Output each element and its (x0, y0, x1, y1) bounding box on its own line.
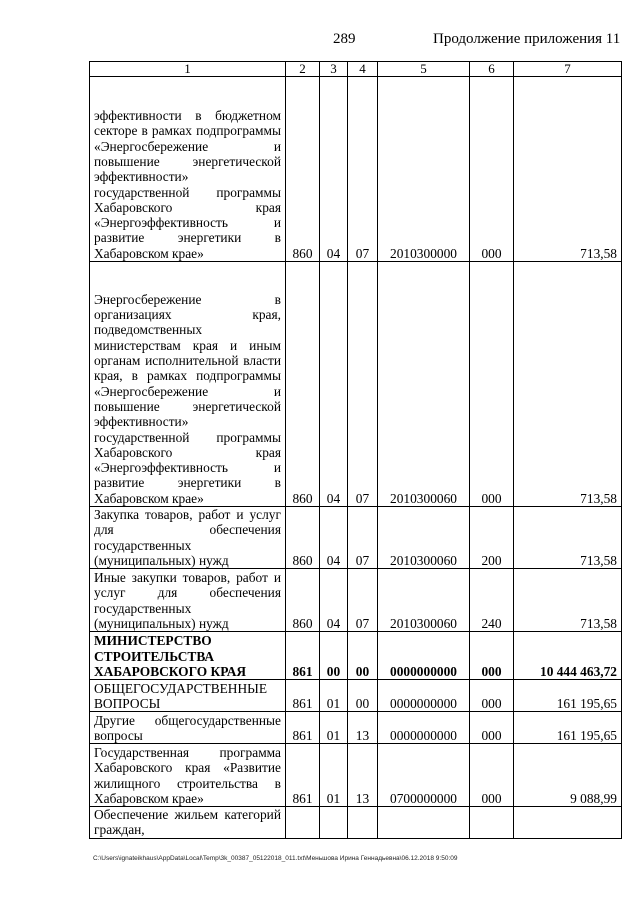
page-number: 289 (333, 31, 356, 47)
footer-file-path: C:\Users\ignateikhaus\AppData\Local\Temp\3k_00387_05122018_011.txt\Меньшова Ирина Геннадьевна\06.12.2018 9:50:09 (93, 855, 458, 862)
cell-expense-type: 000 (470, 632, 514, 680)
cell-expense-type: 000 (470, 262, 514, 507)
cell-target-article: 0000000000 (378, 632, 470, 680)
cell-section: 04 (320, 507, 348, 569)
row-name: Государственная программа Хабаровского края «Развитие жилищного строительства в Хабаровском крае» (90, 744, 286, 807)
table-row (90, 712, 622, 744)
cell-amount: 161 195,65 (514, 680, 622, 712)
table-row (90, 680, 622, 712)
cell-admin-code: 861 (286, 680, 320, 712)
cell-amount: 161 195,65 (514, 712, 622, 744)
table-row (90, 262, 622, 507)
cell-expense-type: 240 (470, 569, 514, 632)
cell-target-article (378, 807, 470, 839)
row-name: Обеспечение жильем категорий граждан, (90, 807, 286, 839)
column-header: 3 (320, 62, 348, 77)
row-name: Другие общегосударственные вопросы (90, 712, 286, 744)
cell-subsection: 13 (348, 744, 378, 807)
cell-section: 04 (320, 262, 348, 507)
cell-admin-code: 861 (286, 744, 320, 807)
cell-admin-code: 860 (286, 507, 320, 569)
row-name: Энергосбережение в организациях края, подведомственных министерствам края и иным органам исполнительной власти края, в рамках подпрограммы «Энергосбережение и повышение энергетической эффективности» государственной программы Хабаровского края «Энергоэффективность и развитие энергетики в Хабаровском крае» (90, 262, 286, 507)
cell-expense-type: 200 (470, 507, 514, 569)
column-header: 1 (90, 62, 286, 77)
cell-admin-code: 860 (286, 569, 320, 632)
table-row (90, 569, 622, 632)
row-name: МИНИСТЕРСТВО СТРОИТЕЛЬСТВА ХАБАРОВСКОГО КРАЯ (90, 632, 286, 680)
column-header: 6 (470, 62, 514, 77)
cell-amount: 713,58 (514, 507, 622, 569)
cell-subsection: 00 (348, 632, 378, 680)
table-row (90, 77, 622, 262)
row-name: Закупка товаров, работ и услуг для обеспечения государственных (муниципальных) нужд (90, 507, 286, 569)
cell-section: 00 (320, 632, 348, 680)
row-name: эффективности в бюджетном секторе в рамках подпрограммы «Энергосбережение и повышение энергетической эффективности» государственной программы Хабаровского края «Энергоэффективность и развитие энергетики в Хабаровском крае» (90, 77, 286, 262)
cell-section: 01 (320, 744, 348, 807)
cell-section: 04 (320, 77, 348, 262)
cell-target-article: 2010300060 (378, 507, 470, 569)
cell-target-article: 2010300000 (378, 77, 470, 262)
column-header-row (90, 62, 622, 77)
column-header: 5 (378, 62, 470, 77)
row-name: Иные закупки товаров, работ и услуг для обеспечения государственных (муниципальных) нужд (90, 569, 286, 632)
cell-target-article: 2010300060 (378, 262, 470, 507)
cell-section: 04 (320, 569, 348, 632)
cell-expense-type (470, 807, 514, 839)
cell-amount: 713,58 (514, 569, 622, 632)
cell-amount (514, 807, 622, 839)
cell-expense-type: 000 (470, 680, 514, 712)
cell-admin-code: 861 (286, 632, 320, 680)
cell-subsection (348, 807, 378, 839)
table-row (90, 807, 622, 839)
cell-subsection: 07 (348, 569, 378, 632)
cell-target-article: 0700000000 (378, 744, 470, 807)
cell-section: 01 (320, 712, 348, 744)
cell-amount: 713,58 (514, 77, 622, 262)
cell-admin-code: 860 (286, 77, 320, 262)
cell-section: 01 (320, 680, 348, 712)
cell-amount: 713,58 (514, 262, 622, 507)
cell-target-article: 0000000000 (378, 680, 470, 712)
cell-admin-code: 861 (286, 712, 320, 744)
cell-section (320, 807, 348, 839)
cell-target-article: 0000000000 (378, 712, 470, 744)
table-row (90, 632, 622, 680)
cell-subsection: 07 (348, 507, 378, 569)
table-row (90, 507, 622, 569)
row-name: ОБЩЕГОСУДАРСТВЕННЫЕ ВОПРОСЫ (90, 680, 286, 712)
cell-expense-type: 000 (470, 77, 514, 262)
cell-admin-code (286, 807, 320, 839)
table-row (90, 744, 622, 807)
cell-amount: 10 444 463,72 (514, 632, 622, 680)
cell-amount: 9 088,99 (514, 744, 622, 807)
column-header: 4 (348, 62, 378, 77)
cell-target-article: 2010300060 (378, 569, 470, 632)
column-header: 7 (514, 62, 622, 77)
cell-subsection: 07 (348, 262, 378, 507)
budget-table (89, 61, 622, 839)
cell-expense-type: 000 (470, 712, 514, 744)
cell-subsection: 00 (348, 680, 378, 712)
cell-subsection: 07 (348, 77, 378, 262)
appendix-note: Продолжение приложения 11 (433, 31, 621, 47)
cell-subsection: 13 (348, 712, 378, 744)
cell-admin-code: 860 (286, 262, 320, 507)
cell-expense-type: 000 (470, 744, 514, 807)
column-header: 2 (286, 62, 320, 77)
